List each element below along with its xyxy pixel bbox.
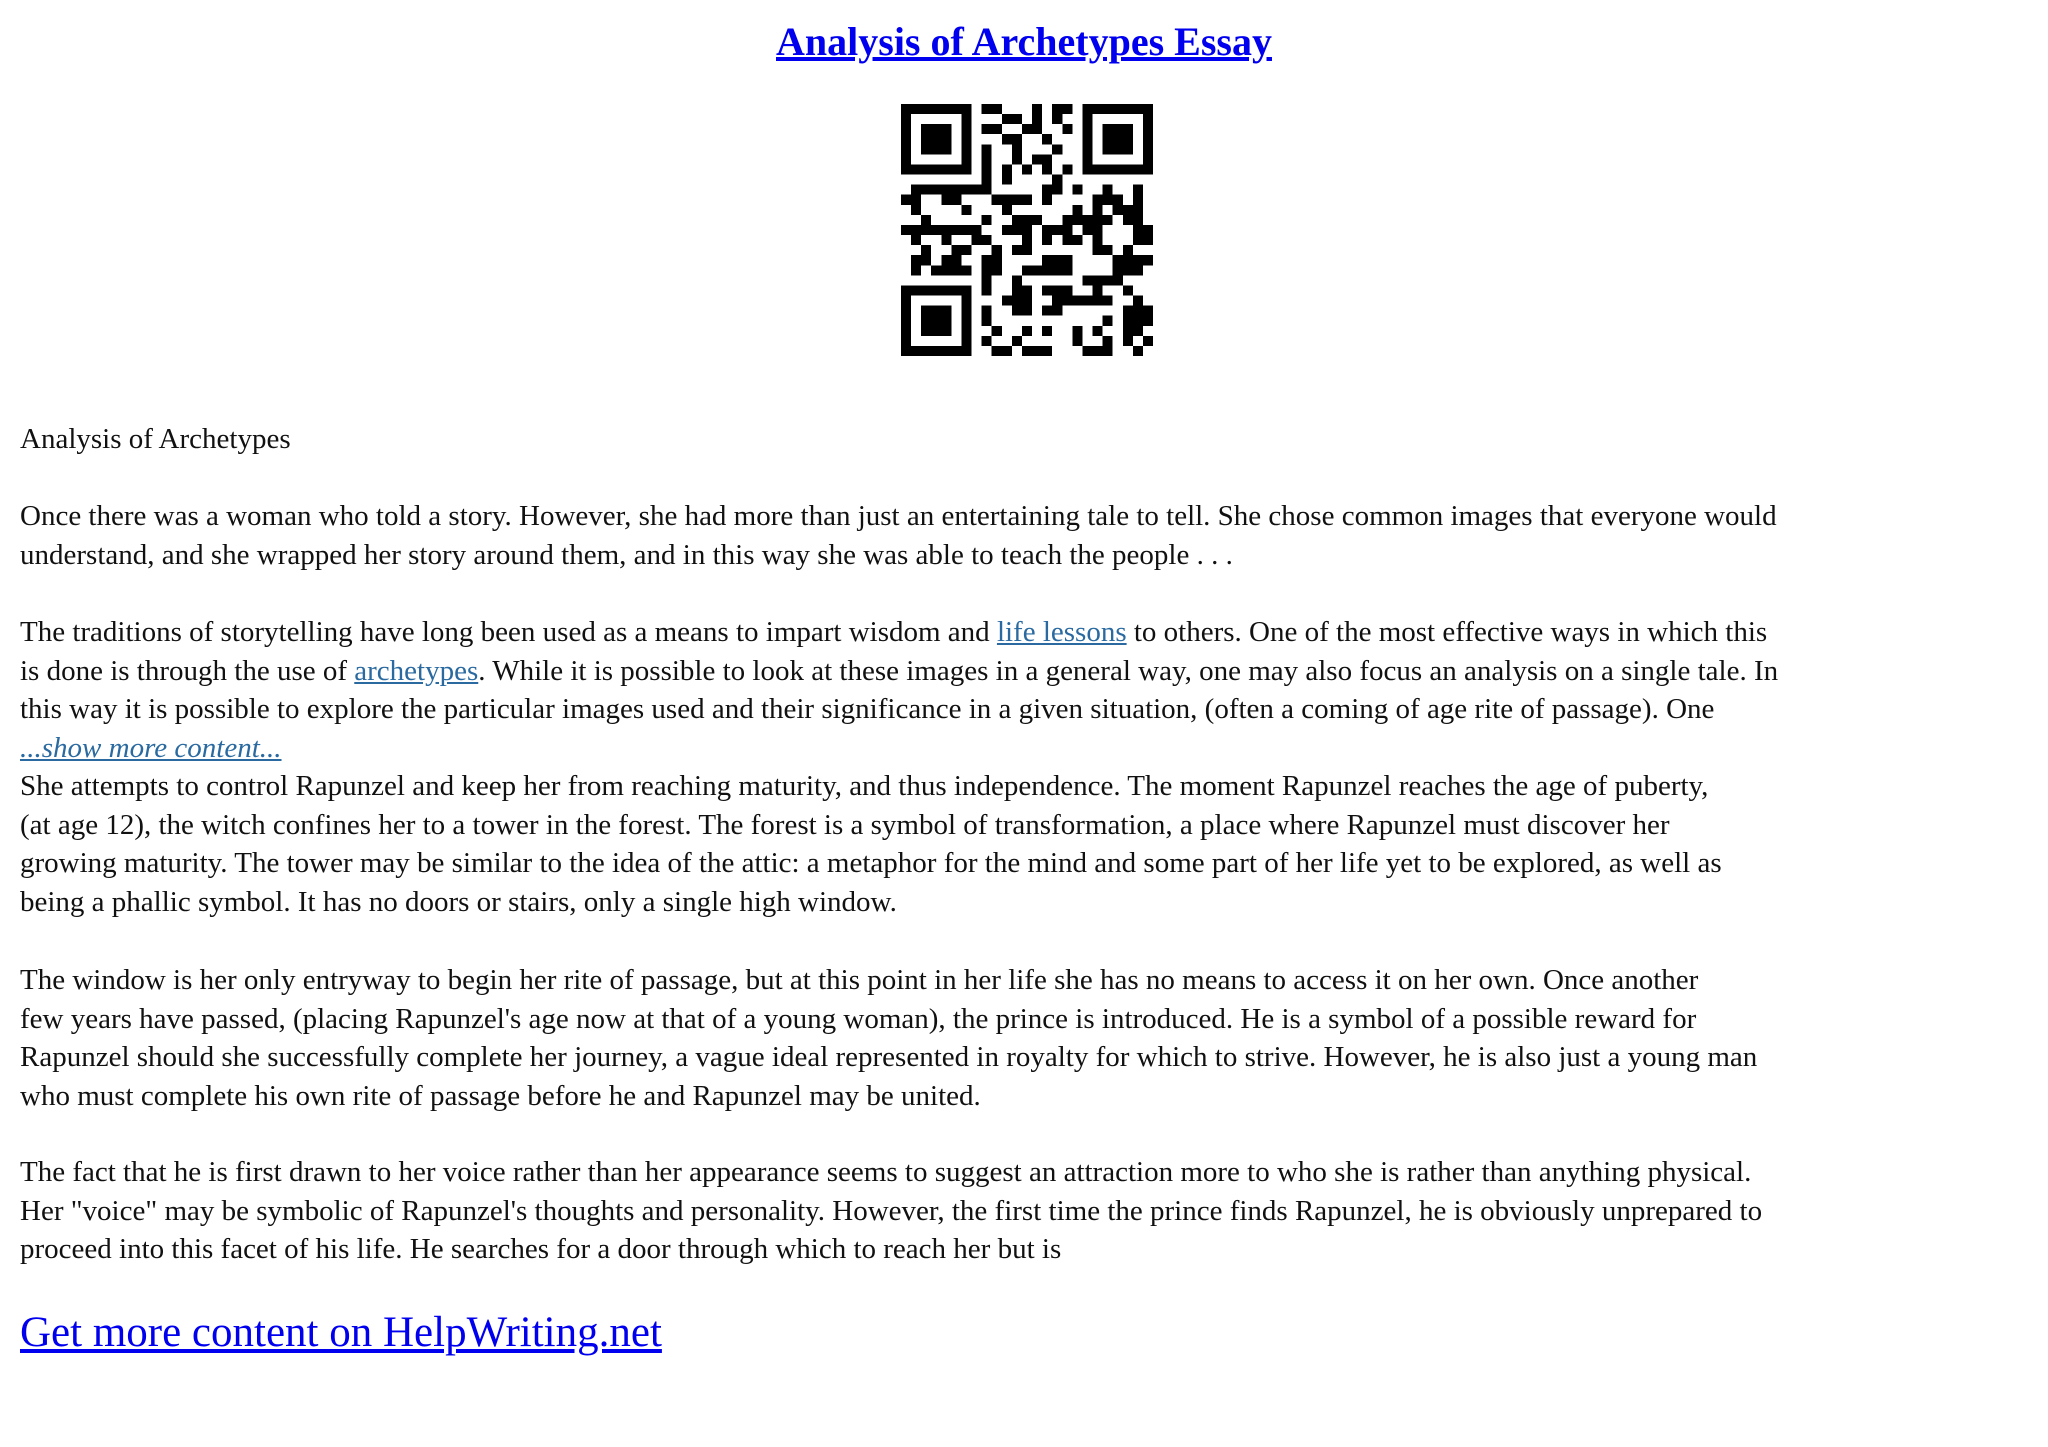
paragraph-line: being a phallic symbol. It has no doors or stairs, only a single high window. <box>20 885 897 918</box>
intro-paragraph <box>20 497 2030 574</box>
show-more-line <box>20 729 2030 768</box>
essay-heading: Analysis of Archetypes <box>20 423 291 455</box>
paragraph-line: Rapunzel should she successfully complete her journey, a vague ideal represented in royalty for which to strive. However, he is also just a young man <box>20 1041 1758 1073</box>
paragraph-text: to others. One of the most effective ways in which this <box>1126 616 1768 648</box>
intro-line: Once there was a woman who told a story. However, she had more than just an entertaining tale to tell. She chose common images that everyone would <box>20 500 1777 532</box>
paragraph-4 <box>20 1153 2030 1269</box>
paragraph-line: (at age 12), the witch confines her to a tower in the forest. The forest is a symbol of transformation, a place where Rapunzel must discover her <box>20 808 1670 841</box>
show-more-link[interactable]: ...show more content... <box>20 731 282 764</box>
paragraph-line: Her "voice" may be symbolic of Rapunzel's thoughts and personality. However, the first time the prince finds Rapunzel, he is obviously unprepared to <box>20 1194 1763 1227</box>
paragraph-line: few years have passed, (placing Rapunzel's age now at that of a young woman), the prince is introduced. He is a symbol of a possible reward for <box>20 1002 1697 1035</box>
paragraph-line: who must complete his own rite of passage before he and Rapunzel may be united. <box>20 1079 981 1112</box>
paragraph-line <box>20 652 2030 691</box>
title-container <box>0 18 2048 65</box>
page-title-link[interactable]: Analysis of Archetypes Essay <box>776 19 1272 64</box>
paragraph-text: . While it is possible to look at these images in a general way, one may also focus an analysis on a single tale. In <box>478 654 1779 687</box>
archetypes-link[interactable]: archetypes <box>354 654 479 687</box>
paragraph-3 <box>20 961 2030 1115</box>
paragraph-text: is done is through the use of <box>20 654 355 687</box>
paragraph-line: proceed into this facet of his life. He searches for a door through which to reach her but is <box>20 1233 1062 1265</box>
qr-code-icon <box>901 104 1153 356</box>
paragraph-line: The fact that he is first drawn to her voice rather than her appearance seems to suggest an attraction more to who she is rather than anything physical. <box>20 1156 1752 1188</box>
paragraph-2 <box>20 613 2030 921</box>
paragraph-line: She attempts to control Rapunzel and keep her from reaching maturity, and thus independence. The moment Rapunzel reaches the age of puberty, <box>20 770 1709 802</box>
intro-line: understand, and she wrapped her story around them, and in this way she was able to teach the people . . . <box>20 538 1233 571</box>
paragraph-line: this way it is possible to explore the particular images used and their significance in a given situation, (often a coming of age rite of passage). One <box>20 693 1715 725</box>
paragraph-line: The window is her only entryway to begin her rite of passage, but at this point in her life she has no means to access it on her own. Once another <box>20 964 1699 996</box>
paragraph-text: The traditions of storytelling have long been used as a means to impart wisdom and <box>20 616 997 648</box>
life-lessons-link[interactable]: life lessons <box>996 616 1127 648</box>
paragraph-line: growing maturity. The tower may be similar to the idea of the attic: a metaphor for the mind and some part of her life yet to be explored, as well as <box>20 847 1722 879</box>
get-more-content-link[interactable]: Get more content on HelpWriting.net <box>20 1309 662 1356</box>
paragraph-line <box>20 613 2030 652</box>
